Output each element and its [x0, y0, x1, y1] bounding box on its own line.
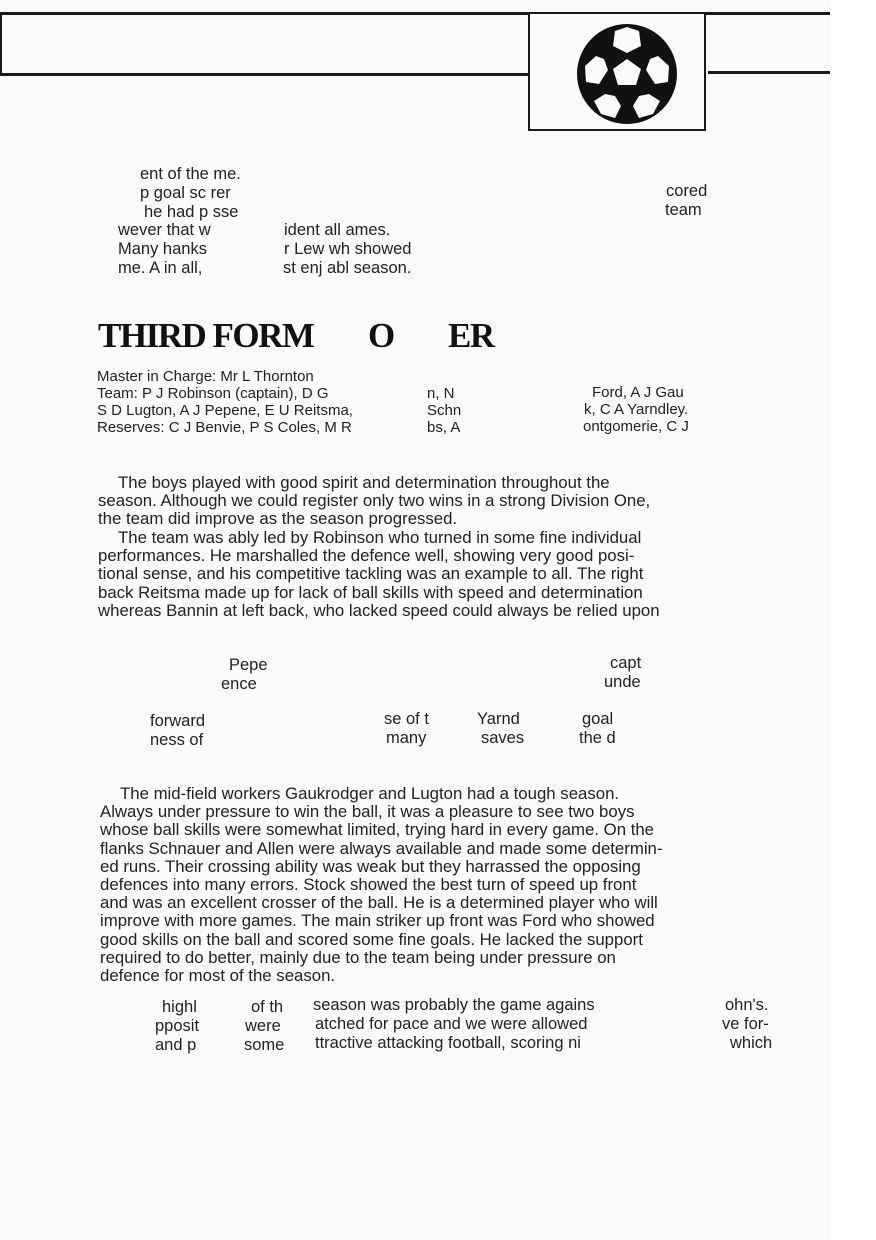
- fragment-word: pposit: [155, 1017, 200, 1035]
- emblem-box: [528, 14, 706, 131]
- fragment-word: Yarnd: [477, 710, 520, 728]
- fragment-word: and p: [155, 1036, 197, 1054]
- team-line: Reserves: C J Benvie, P S Coles, M R: [97, 419, 352, 436]
- text-line: The boys played with good spirit and determination throughout the: [118, 473, 610, 492]
- paragraph-1: [98, 474, 778, 529]
- team-line: Team: P J Robinson (captain), D G: [97, 385, 329, 402]
- text-line: The team was ably led by Robinson who turned in some fine individual: [118, 528, 642, 547]
- text-line: improve with more games. The main striker up front was Ford who showed: [100, 911, 655, 931]
- header-rule-bottom: [0, 73, 528, 76]
- text-line: and was an excellent crosser of the ball. He is a determined player who will: [100, 893, 658, 913]
- fragment-word: some: [244, 1036, 285, 1054]
- team-line: n, N: [427, 385, 455, 402]
- fragment-line: ent of the me.: [140, 165, 241, 183]
- fragment-word: goal: [582, 710, 614, 728]
- fragment-line: team: [665, 201, 702, 219]
- fragment-word: se of t: [384, 710, 429, 728]
- paragraph-2: [98, 529, 778, 620]
- football-icon: [575, 22, 679, 126]
- fragment-line: cored: [666, 182, 708, 200]
- title-part: THIRD FORM: [98, 316, 314, 355]
- text-line: tional sense, and his competitive tackling was an example to all. The right: [98, 564, 644, 584]
- fragment-line: Many hanks: [118, 240, 207, 258]
- text-line: defence for most of the season.: [100, 966, 336, 986]
- text-line: Always under pressure to win the ball, it was a pleasure to see two boys: [100, 802, 635, 822]
- fragment-line: p goal sc rer: [140, 184, 231, 202]
- text-line: season. Although we could register only two wins in a strong Division One,: [98, 491, 651, 511]
- fragment-word: of th: [251, 998, 284, 1016]
- fragment-word: Pepe: [229, 656, 268, 674]
- fragment-line: ident all ames.: [284, 221, 391, 239]
- fragment-word: saves: [481, 729, 525, 747]
- fragment-word: many: [386, 729, 427, 747]
- text-line: ed runs. Their crossing ability was weak but they harrassed the opposing: [100, 856, 641, 876]
- fragment-word: which: [730, 1034, 773, 1052]
- fragment-word: ohn's.: [725, 996, 769, 1014]
- text-line: back Reitsma made up for lack of ball skills with speed and determination: [98, 582, 643, 602]
- fragment-word: unde: [604, 673, 641, 691]
- team-line: Schn: [427, 402, 462, 419]
- team-line: k, C A Yarndley.: [584, 401, 689, 418]
- team-line: S D Lugton, A J Pepene, E U Reitsma,: [97, 402, 353, 419]
- fragment-word: forward: [150, 712, 206, 730]
- text-line: The mid-field workers Gaukrodger and Lugton had a tough season.: [120, 784, 620, 803]
- page-edge: [830, 0, 876, 1240]
- fragment-word: highl: [162, 998, 197, 1016]
- team-line: Ford, A J Gau: [592, 384, 684, 401]
- text-line: whereas Bannin at left back, who lacked speed could always be relied upon: [98, 600, 660, 620]
- text-line: performances. He marshalled the defence well, showing very good posi-: [98, 546, 635, 566]
- fragment-word: the d: [579, 729, 616, 747]
- fragment-line: st enj abl season.: [283, 259, 412, 277]
- text-line: required to do better, mainly due to the team being under pressure on: [100, 947, 616, 967]
- title-part: ER: [448, 316, 494, 355]
- header-rule-left-end: [0, 14, 2, 75]
- fragment-word: season was probably the game agains: [313, 996, 595, 1014]
- team-line: Master in Charge: Mr L Thornton: [97, 368, 314, 385]
- text-line: flanks Schnauer and Allen were always available and made some determin-: [100, 838, 663, 858]
- fragment-word: ness of: [150, 731, 204, 749]
- team-line: ontgomerie, C J: [583, 418, 689, 435]
- fragment-word: were: [245, 1017, 281, 1035]
- fragment-word: ence: [221, 675, 257, 693]
- paragraph-3: [100, 785, 780, 985]
- text-line: the team did improve as the season progressed.: [98, 509, 458, 529]
- header-rule-bottom-right: [708, 71, 830, 74]
- title-part: O: [368, 316, 394, 355]
- fragment-word: ve for-: [722, 1015, 769, 1033]
- fragment-line: wever that w: [118, 221, 211, 239]
- fragment-word: capt: [610, 654, 642, 672]
- text-line: defences into many errors. Stock showed the best turn of speed up front: [100, 875, 637, 895]
- text-line: whose ball skills were somewhat limited, trying hard in every game. On the: [100, 820, 655, 840]
- team-line: bs, A: [427, 419, 461, 436]
- fragment-line: he had p sse: [144, 203, 239, 221]
- fragment-line: me. A in all,: [118, 259, 203, 277]
- fragment-line: r Lew wh showed: [284, 240, 412, 258]
- fragment-word: ttractive attacking football, scoring ni: [315, 1034, 581, 1052]
- fragment-word: atched for pace and we were allowed: [315, 1015, 588, 1033]
- text-line: good skills on the ball and scored some fine goals. He lacked the support: [100, 929, 643, 949]
